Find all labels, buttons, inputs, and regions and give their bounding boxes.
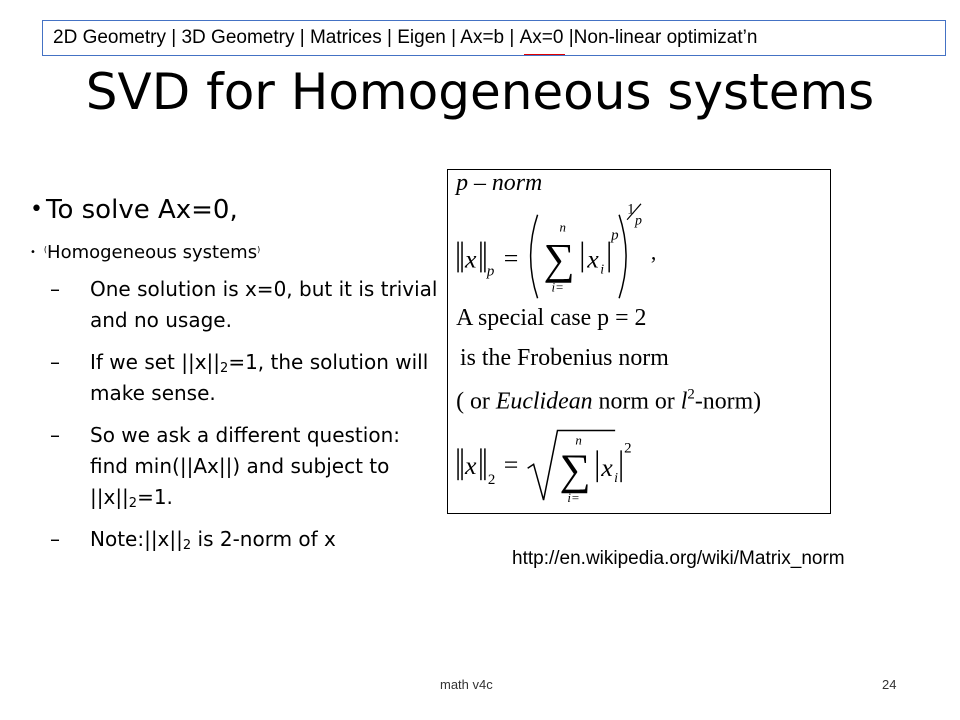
- svg-text:x: x: [587, 244, 599, 274]
- paren-open: (: [43, 245, 48, 254]
- sub-bullet-list: [50, 274, 440, 566]
- p-norm-equation: [458, 202, 656, 299]
- bullet-small-text: Homogeneous systems: [47, 242, 258, 263]
- svg-text:2: 2: [624, 440, 632, 457]
- svg-text:∑: ∑: [543, 235, 575, 284]
- norm-formula-svg: [448, 170, 830, 513]
- dash-icon: –: [50, 350, 60, 374]
- dash-icon: –: [50, 277, 60, 301]
- bullet-small: [30, 238, 260, 265]
- svg-text:n: n: [575, 432, 582, 448]
- svg-text:p: p: [611, 227, 619, 244]
- svg-text:i: i: [600, 262, 605, 278]
- subscript: 2: [220, 361, 229, 376]
- paren-close: ): [257, 245, 261, 254]
- dash-icon: –: [50, 423, 60, 447]
- sub-bullet-text-cont: =1, the solution will make sense.: [90, 350, 429, 405]
- svg-text:p: p: [486, 263, 495, 280]
- svg-text:i=: i=: [551, 279, 564, 295]
- sub-bullet-text-cont: =1.: [137, 485, 173, 509]
- sub-bullet-item: [50, 524, 440, 555]
- svg-text:,: ,: [650, 240, 657, 265]
- sub-bullet-item: [50, 420, 440, 513]
- sub-bullet-item: [50, 274, 440, 336]
- svg-text:x: x: [465, 451, 477, 481]
- bullet-dot-icon: •: [30, 197, 43, 222]
- norm-formula-image: [447, 169, 831, 514]
- svg-text:=: =: [503, 243, 519, 273]
- sub-bullet-text: If we set ||x||: [90, 350, 221, 374]
- bullet-main-text: To solve Ax=0,: [46, 195, 238, 225]
- svg-text:1: 1: [627, 201, 635, 218]
- formula-line-frobenius: is the Frobenius norm: [460, 344, 669, 371]
- sub-bullet-text-cont: is 2-norm of x: [191, 527, 336, 551]
- svg-text:2: 2: [487, 472, 496, 489]
- formula-line-p-norm: p – norm: [456, 170, 543, 196]
- nav-topics-after[interactable]: |Non-linear optimizat’n: [568, 27, 758, 48]
- sub-bullet-text: Note:||x||: [90, 527, 183, 551]
- svg-text:n: n: [559, 219, 566, 235]
- nav-topics-before[interactable]: 2D Geometry | 3D Geometry | Matrices | Eigen | Ax=b |: [53, 27, 515, 48]
- reference-link[interactable]: http://en.wikipedia.org/wiki/Matrix_norm: [512, 548, 845, 569]
- slide-title: SVD for Homogeneous systems: [85, 63, 875, 121]
- svg-text:∑: ∑: [559, 446, 591, 495]
- subscript: 2: [182, 538, 192, 553]
- svg-text:p: p: [635, 213, 642, 229]
- svg-text:x: x: [465, 244, 477, 274]
- topic-navigation-bar: [42, 20, 946, 56]
- sub-bullet-text: One solution is x=0, but it is trivial and no usage.: [90, 277, 438, 332]
- dash-icon: –: [50, 527, 60, 551]
- svg-text:i: i: [614, 471, 619, 487]
- subscript: 2: [128, 496, 138, 511]
- svg-text:x: x: [601, 453, 613, 483]
- formula-line-special-case: A special case p = 2: [456, 305, 647, 332]
- euclidean-norm-equation: [458, 430, 631, 505]
- bullet-dot-icon: •: [30, 247, 36, 258]
- svg-text:i=: i=: [567, 490, 580, 506]
- nav-topic-current[interactable]: Ax=0: [520, 21, 564, 55]
- footer-label: math v4c: [440, 677, 493, 692]
- sub-bullet-item: [50, 347, 440, 409]
- sub-bullet-text: So we ask a different question: find min(||Ax||) and subject to ||x||: [90, 423, 400, 509]
- svg-text:=: =: [503, 450, 519, 480]
- formula-line-euclidean: ( or Euclidean norm or $l^2-norm$): [456, 386, 762, 415]
- slide-number: 24: [882, 677, 897, 692]
